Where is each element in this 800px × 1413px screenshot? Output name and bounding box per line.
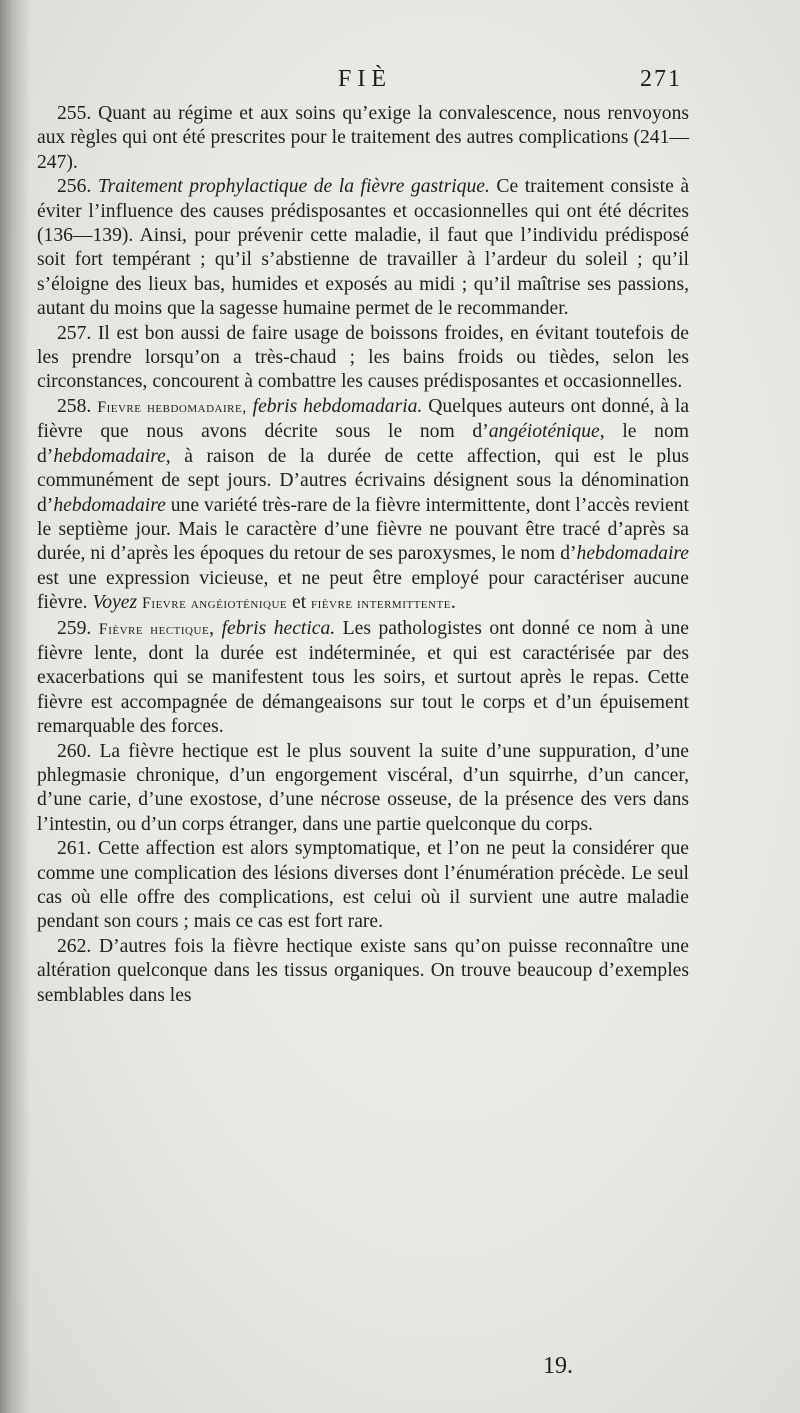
paragraph-number: 259. (57, 617, 92, 639)
paragraph-text: Ce traitement consiste à éviter l’influence des causes prédisposantes et occasionnelles qui ont été décrites (136—139). Ainsi, pour prévenir cette maladie, il faut que l’individu prédisposé soit fort tempérant ; qu’il s’abstienne de travailler à l’ardeur du soleil ; qu’il s’éloigne des lieux bas, humides et exposés au midi ; qu’il maîtrise ses passions, autant du moins que la sagesse humaine permet de le recommander. (37, 176, 690, 320)
body-text (37, 102, 689, 1008)
cross-reference: Voyez (92, 592, 138, 614)
paragraph-text: La fièvre hectique est le plus souvent la suite d’une suppuration, d’une phlegmasie chronique, d’un engorgement viscéral, d’un squirrhe, d’un cancer, d’une carie, d’une exostose, d’une nécrose osseuse, de la présence des vers dans l’intestin, ou d’un corps étranger, dans une partie quelconque du corps. (37, 740, 689, 835)
page-header (0, 66, 800, 106)
entry-term: Fièvre hectique (98, 620, 210, 638)
paragraph-259: 259. Fièvre hectique, febris hectica. Les pathologistes ont donné ce nom à une fièvre lente, dont la durée est indéterminée, et qui est caractérisée par des exacerbations qui se manifestent tous les soirs, et surtout après le repas. Cette fièvre est accompagnée de démangeaisons sur tout le corps et d’un épuisement remarquable des forces. (37, 617, 689, 738)
paragraph-text: D’autres fois la fièvre hectique existe sans qu’on puisse reconnaître une altération quelconque dans les tissus organiques. On trouve beaucoup d’exemples semblables dans les (37, 935, 689, 1006)
paragraph-text: Les pathologistes ont donné ce nom à une fièvre lente, dont la durée est indéterminée, et qui est caractérisée par des exacerbations qui se manifestent tous les soirs, et surtout après le repas. Cette fièvre est accompagnée de démangeaisons sur tout le corps et d’un épuisement remarquable des forces. (37, 617, 689, 738)
paragraph-255 (37, 102, 689, 175)
latin-term: febris hectica. (221, 617, 336, 639)
section-heading: Traitement prophylactique de la fièvre gastrique. (97, 176, 490, 198)
cross-reference-term: Fievre angéioténique (142, 595, 288, 613)
paragraph-text: Cette affection est alors symptomatique, et l’on ne peut la considérer que comme une complication des lésions diverses dont l’énumération précède. Le seul cas où elle offre des complications, est celui où il survient une autre maladie pendant son cours ; mais ce cas est fort rare. (37, 838, 689, 933)
paragraph-262 (37, 935, 689, 1008)
paragraph-260 (37, 740, 689, 838)
paragraph-number: 258. (57, 395, 92, 417)
page-gutter-shadow (0, 0, 30, 1413)
paragraph-number: 256. (57, 176, 92, 198)
paragraph-256 (37, 175, 689, 321)
paragraph-text: Il est bon aussi de faire usage de boissons froides, en évitant toutefois de les prendre lorsqu’on a très-chaud ; les bains froids ou tièdes, selon les circonstances, concourent à combattre les causes prédisposantes et occasionnelles. (37, 322, 689, 393)
entry-term: Fievre hebdomadaire, (97, 398, 247, 416)
running-head: FIÈ (338, 66, 392, 92)
paragraph-text: Quant au régime et aux soins qu’exige la convalescence, nous renvoyons aux règles qui ont été prescrites pour le traitement des autres complications (241—247). (37, 103, 689, 173)
cross-reference-term: fièvre intermittente (311, 595, 451, 613)
signature-mark: 19. (543, 1353, 573, 1379)
paragraph-258: 258. Fievre hebdomadaire, febris hebdomadaria. Quelques auteurs ont donné, à la fièvre que nous avons décrite sous le nom d’angéioténique, le nom d’hebdomadaire, à raison de la durée de cette affection, qui est le plus communément de sept jours. D’autres écrivains désignent sous la dénomination d’hebdomadaire une variété très-rare de la fièvre intermittente, dont l’accès revient le septième jour. Mais le caractère d’une fièvre ne pouvant être tracé d’après sa durée, ni d’après les époques du retour de ses paroxysmes, le nom d’hebdomadaire est une expression vicieuse, et ne peut être employé pour caractériser aucune fièvre. Voyez Fievre angéioténique et fièvre intermittente. (37, 395, 690, 614)
paragraph-257 (37, 322, 689, 395)
latin-term: febris hebdomadaria. (252, 395, 423, 417)
paragraph-261 (37, 837, 689, 935)
paragraph-number: 257. (57, 322, 92, 344)
page-number: 271 (640, 66, 682, 92)
paragraph-number: 260. (57, 740, 92, 762)
paragraph-number: 262. (57, 935, 92, 957)
paragraph-number: 255. (57, 103, 92, 124)
paragraph-number: 261. (57, 838, 92, 860)
